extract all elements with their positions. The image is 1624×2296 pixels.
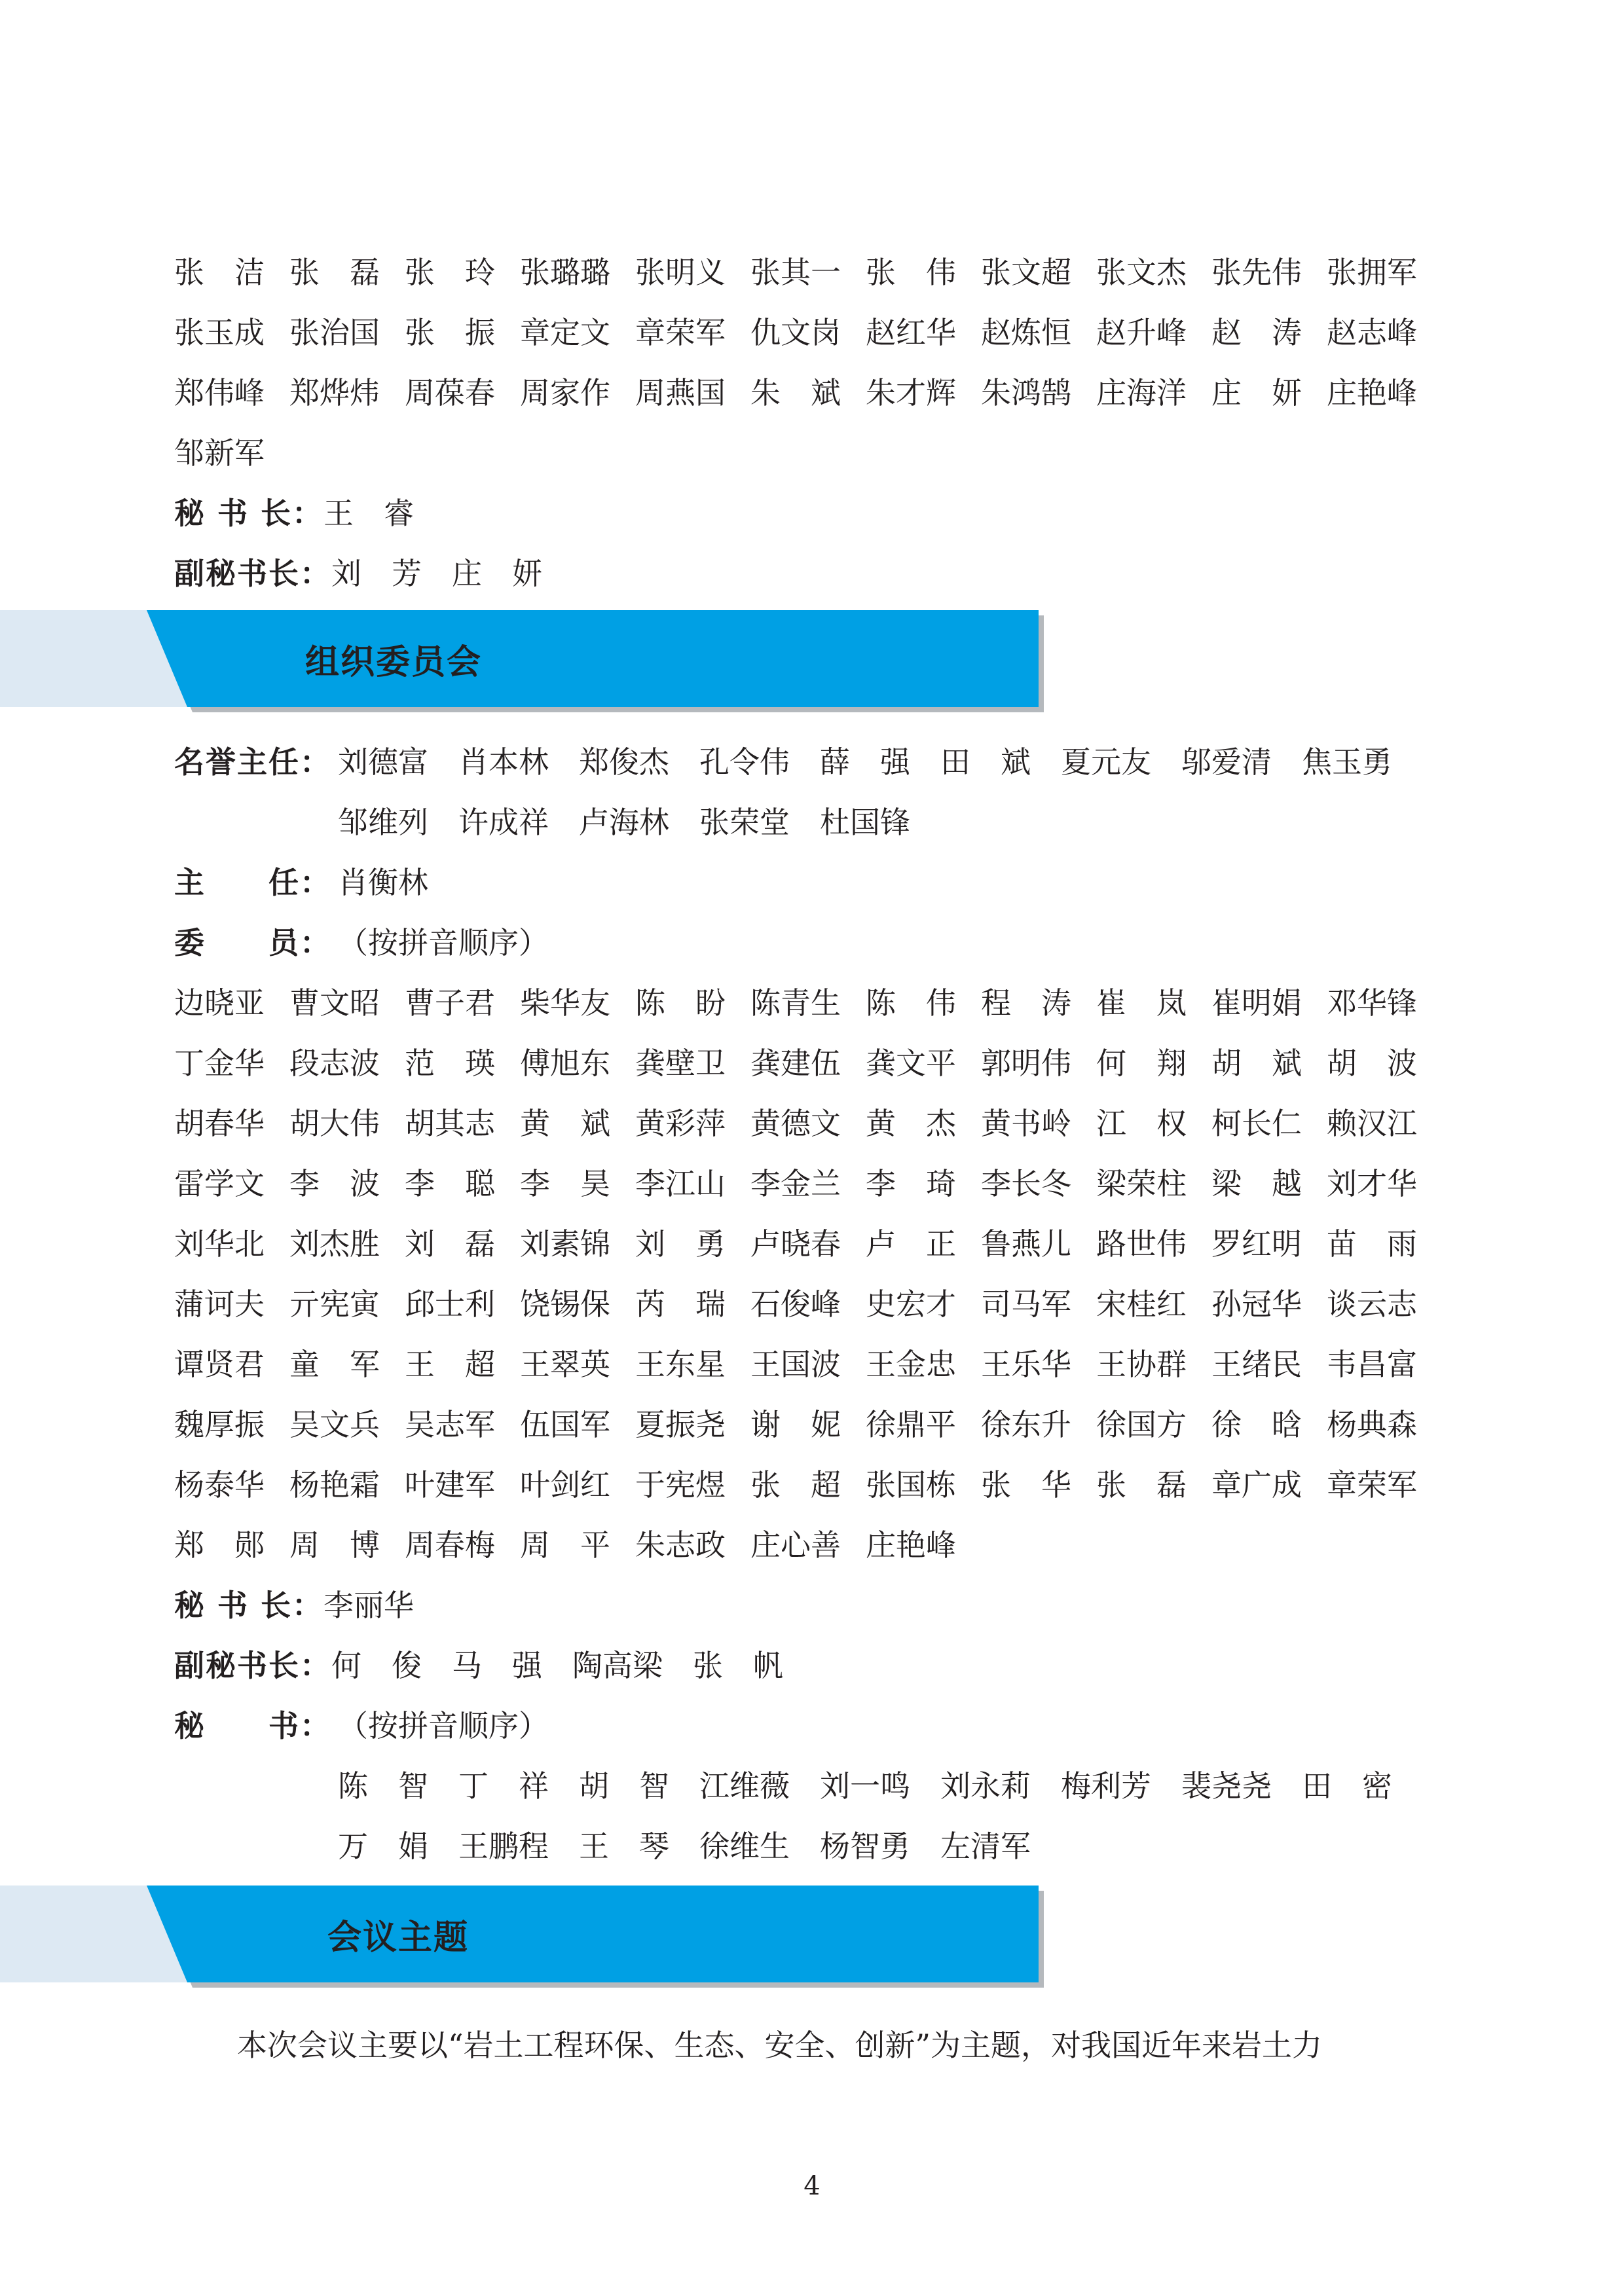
member-name: 王国波: [750, 1347, 841, 1382]
name: 赵 涛: [1211, 315, 1302, 350]
member-name: 章荣军: [1327, 1467, 1417, 1503]
secretary-general-row: [174, 1577, 414, 1630]
member-name: 叶剑红: [520, 1467, 610, 1503]
honorary-chair-row: [174, 734, 1392, 786]
member-name: 曹文昭: [289, 985, 380, 1021]
member-name: 徐鼎平: [866, 1407, 956, 1442]
member-name: 伍国军: [520, 1407, 610, 1442]
chair-value: 肖衡林: [338, 865, 428, 900]
member-row: [174, 1216, 1442, 1268]
name: 张其一: [750, 255, 841, 290]
member-row: [174, 1156, 1442, 1208]
name: 周家作: [520, 375, 610, 410]
member-name: 刘杰胜: [289, 1226, 380, 1262]
name: 张 磊: [289, 255, 380, 290]
member-name: 亓宪寅: [289, 1286, 380, 1322]
member-name: 朱志政: [635, 1527, 726, 1563]
chair-row: [174, 854, 428, 907]
member-name: 王协群: [1096, 1347, 1187, 1382]
member-name: 张 华: [981, 1467, 1071, 1503]
member-name: 李 波: [289, 1166, 380, 1201]
member-name: 胡 斌: [1211, 1046, 1302, 1081]
header-band: [147, 1886, 1039, 1982]
member-name: 庄心善: [750, 1527, 841, 1563]
secretary-general-value: 李丽华: [323, 1588, 415, 1623]
member-name: 徐 晗: [1211, 1407, 1302, 1442]
name: 张 振: [405, 315, 495, 350]
member-name: 邓华锋: [1327, 985, 1417, 1021]
member-row: [174, 1095, 1442, 1148]
member-name: 陈 伟: [866, 985, 956, 1021]
member-name: 孙冠华: [1211, 1286, 1302, 1322]
deputy-secretary-general-row: [174, 545, 542, 598]
member-name: 路世伟: [1096, 1226, 1187, 1262]
member-name: 刘才华: [1327, 1166, 1417, 1201]
deputy-secretary-general-label: 副秘书长：: [174, 556, 331, 591]
member-name: 柴华友: [520, 985, 610, 1021]
member-name: 龚壁卫: [635, 1046, 726, 1081]
name: 章荣军: [635, 315, 726, 350]
member-row: [174, 1276, 1442, 1328]
member-row: [174, 975, 1442, 1027]
member-name: 王 超: [405, 1347, 495, 1382]
member-name: 夏振尧: [635, 1407, 726, 1442]
name: 张文超: [981, 255, 1071, 290]
member-name: 徐东升: [981, 1407, 1071, 1442]
member-name: 何 翔: [1096, 1046, 1187, 1081]
name: 张文杰: [1096, 255, 1187, 290]
secretary-general-value: 王 睿: [323, 496, 415, 531]
name: 庄艳峰: [1327, 375, 1417, 410]
section-header-organizing-committee: [0, 610, 1041, 710]
member-name: 雷学文: [174, 1166, 265, 1201]
member-name: 谈云志: [1327, 1286, 1417, 1322]
header-band: [147, 610, 1039, 707]
member-name: 杨典森: [1327, 1407, 1417, 1442]
name: 郑烨炜: [289, 375, 380, 410]
member-name: 黄书岭: [981, 1106, 1071, 1141]
name: 张璐璐: [520, 255, 610, 290]
member-name: 罗红明: [1211, 1226, 1302, 1262]
member-name: 胡大伟: [289, 1106, 380, 1141]
honorary-chair-names: 邹维列 许成祥 卢海林 张荣堂 杜国锋: [338, 805, 910, 840]
secretaries-row: [338, 1758, 1392, 1810]
member-name: 吴志军: [405, 1407, 495, 1442]
member-name: 王东星: [635, 1347, 726, 1382]
name: 赵红华: [866, 315, 956, 350]
name: 张 伟: [866, 255, 956, 290]
member-name: 黄德文: [750, 1106, 841, 1141]
member-name: 邱士利: [405, 1286, 495, 1322]
member-name: 魏厚振: [174, 1407, 265, 1442]
member-name: 崔明娟: [1211, 985, 1302, 1021]
name: 朱 斌: [750, 375, 841, 410]
name: 张先伟: [1211, 255, 1302, 290]
section-title: 会议主题: [327, 1918, 470, 1958]
name-row: [174, 425, 289, 477]
name: 周葆春: [405, 375, 495, 410]
name: 周燕国: [635, 375, 726, 410]
name: 赵志峰: [1327, 315, 1417, 350]
member-name: 宋桂红: [1096, 1286, 1187, 1322]
member-name: 卢 正: [866, 1226, 956, 1262]
name: 赵炼恒: [981, 315, 1071, 350]
member-name: 刘 勇: [635, 1226, 726, 1262]
member-row: [174, 1517, 981, 1569]
member-name: 陈 盼: [635, 985, 726, 1021]
member-name: 黄 斌: [520, 1106, 610, 1141]
name-row: [174, 244, 1442, 297]
member-name: 杨艳霜: [289, 1467, 380, 1503]
member-name: 李金兰: [750, 1166, 841, 1201]
member-name: 张 超: [750, 1467, 841, 1503]
secretaries-label-row: [174, 1698, 549, 1750]
member-name: 王乐华: [981, 1347, 1071, 1382]
name: 张 洁: [174, 255, 265, 290]
deputy-secretary-general-label: 副秘书长：: [174, 1648, 331, 1683]
honorary-chair-row-2: [338, 794, 910, 847]
member-name: 赖汉江: [1327, 1106, 1417, 1141]
member-name: 江 权: [1096, 1106, 1187, 1141]
member-name: 张国栋: [866, 1467, 956, 1503]
member-name: 傅旭东: [520, 1046, 610, 1081]
member-name: 于宪煜: [635, 1467, 726, 1503]
member-name: 曹子君: [405, 985, 495, 1021]
member-name: 饶锡保: [520, 1286, 610, 1322]
honorary-chair-names: 刘德富 肖本林 郑俊杰 孔令伟 薛 强 田 斌 夏元友 邬爱清 焦玉勇: [338, 744, 1392, 780]
section-title: 组织委员会: [305, 642, 483, 682]
member-name: 胡其志: [405, 1106, 495, 1141]
member-name: 范 瑛: [405, 1046, 495, 1081]
member-name: 王翠英: [520, 1347, 610, 1382]
member-name: 章广成: [1211, 1467, 1302, 1503]
member-name: 柯长仁: [1211, 1106, 1302, 1141]
secretary-general-label: 秘 书 长：: [174, 1588, 324, 1623]
name-row: [174, 365, 1442, 417]
member-row: [174, 1457, 1442, 1509]
name: 张玉成: [174, 315, 265, 350]
member-name: 李 昊: [520, 1166, 610, 1201]
member-name: 周春梅: [405, 1527, 495, 1563]
member-name: 周 博: [289, 1527, 380, 1563]
member-name: 胡 波: [1327, 1046, 1417, 1081]
member-name: 杨泰华: [174, 1467, 265, 1503]
deputy-secretary-general-value: 刘 芳 庄 妍: [331, 556, 542, 591]
secretaries-row: [338, 1818, 1031, 1870]
name: 张明义: [635, 255, 726, 290]
section-header-conference-theme: [0, 1886, 1041, 1985]
secretary-general-label: 秘 书 长：: [174, 496, 324, 531]
member-name: 李 琦: [866, 1166, 956, 1201]
member-name: 陈青生: [750, 985, 841, 1021]
member-name: 胡春华: [174, 1106, 265, 1141]
name-row: [174, 304, 1442, 357]
member-name: 石俊峰: [750, 1286, 841, 1322]
member-name: 芮 瑞: [635, 1286, 726, 1322]
member-name: 王金忠: [866, 1347, 956, 1382]
member-name: 李长冬: [981, 1166, 1071, 1201]
name: 朱才辉: [866, 375, 956, 410]
member-name: 梁 越: [1211, 1166, 1302, 1201]
secretaries-names: 万 娟 王鹏程 王 琴 徐维生 杨智勇 左清军: [338, 1829, 1031, 1864]
member-name: 刘 磊: [405, 1226, 495, 1262]
member-name: 李江山: [635, 1166, 726, 1201]
member-name: 苗 雨: [1327, 1226, 1417, 1262]
member-name: 龚建伍: [750, 1046, 841, 1081]
member-row: [174, 1035, 1442, 1087]
secretaries-label: 秘 书：: [174, 1708, 331, 1743]
member-name: 谢 妮: [750, 1407, 841, 1442]
member-name: 庄艳峰: [866, 1527, 956, 1563]
members-note: （按拼音顺序）: [338, 925, 549, 960]
name: 庄 妍: [1211, 375, 1302, 410]
member-name: 史宏才: [866, 1286, 956, 1322]
member-name: 司马军: [981, 1286, 1071, 1322]
deputy-secretary-general-row: [174, 1637, 783, 1690]
member-name: 叶建军: [405, 1467, 495, 1503]
member-name: 段志波: [289, 1046, 380, 1081]
member-name: 蒲诃夫: [174, 1286, 265, 1322]
name: 张拥军: [1327, 255, 1417, 290]
member-name: 龚文平: [866, 1046, 956, 1081]
member-name: 黄彩萍: [635, 1106, 726, 1141]
member-name: 梁荣柱: [1096, 1166, 1187, 1201]
member-name: 郑 郧: [174, 1527, 265, 1563]
member-name: 黄 杰: [866, 1106, 956, 1141]
deputy-secretary-general-value: 何 俊 马 强 陶高梁 张 帆: [331, 1648, 783, 1683]
secretary-general-row: [174, 485, 414, 538]
name: 赵升峰: [1096, 315, 1187, 350]
name: 章定文: [520, 315, 610, 350]
member-name: 童 军: [289, 1347, 380, 1382]
name: 邹新军: [174, 435, 265, 471]
member-row: [174, 1396, 1442, 1449]
member-name: 郭明伟: [981, 1046, 1071, 1081]
members-label-row: [174, 915, 549, 967]
member-name: 韦昌富: [1327, 1347, 1417, 1382]
member-name: 谭贤君: [174, 1347, 265, 1382]
page-number: 4: [803, 2171, 821, 2201]
member-name: 崔 岚: [1096, 985, 1187, 1021]
members-label: 委 员：: [174, 925, 331, 960]
member-name: 刘素锦: [520, 1226, 610, 1262]
member-row: [174, 1336, 1442, 1389]
name: 张治国: [289, 315, 380, 350]
member-name: 徐国方: [1096, 1407, 1187, 1442]
chair-label: 主 任：: [174, 865, 331, 900]
member-name: 吴文兵: [289, 1407, 380, 1442]
secretaries-note: （按拼音顺序）: [338, 1708, 549, 1743]
name: 庄海洋: [1096, 375, 1187, 410]
name: 张 玲: [405, 255, 495, 290]
member-name: 边晓亚: [174, 985, 265, 1021]
member-name: 程 涛: [981, 985, 1071, 1021]
secretaries-names: 陈 智 丁 祥 胡 智 江维薇 刘一鸣 刘永莉 梅利芳 裴尧尧 田 密: [338, 1768, 1392, 1804]
name: 朱鸿鹄: [981, 375, 1071, 410]
member-name: 刘华北: [174, 1226, 265, 1262]
member-name: 鲁燕儿: [981, 1226, 1071, 1262]
honorary-chair-label: 名誉主任：: [174, 744, 331, 780]
member-name: 丁金华: [174, 1046, 265, 1081]
name: 郑伟峰: [174, 375, 265, 410]
member-name: 周 平: [520, 1527, 610, 1563]
name: 仇文岗: [750, 315, 841, 350]
member-name: 王绪民: [1211, 1347, 1302, 1382]
member-name: 卢晓春: [750, 1226, 841, 1262]
member-name: 李 聪: [405, 1166, 495, 1201]
member-name: 张 磊: [1096, 1467, 1187, 1503]
theme-paragraph: 本次会议主要以“岩土工程环保、生态、安全、创新”为主题，对我国近年来岩土力: [237, 2028, 1323, 2063]
